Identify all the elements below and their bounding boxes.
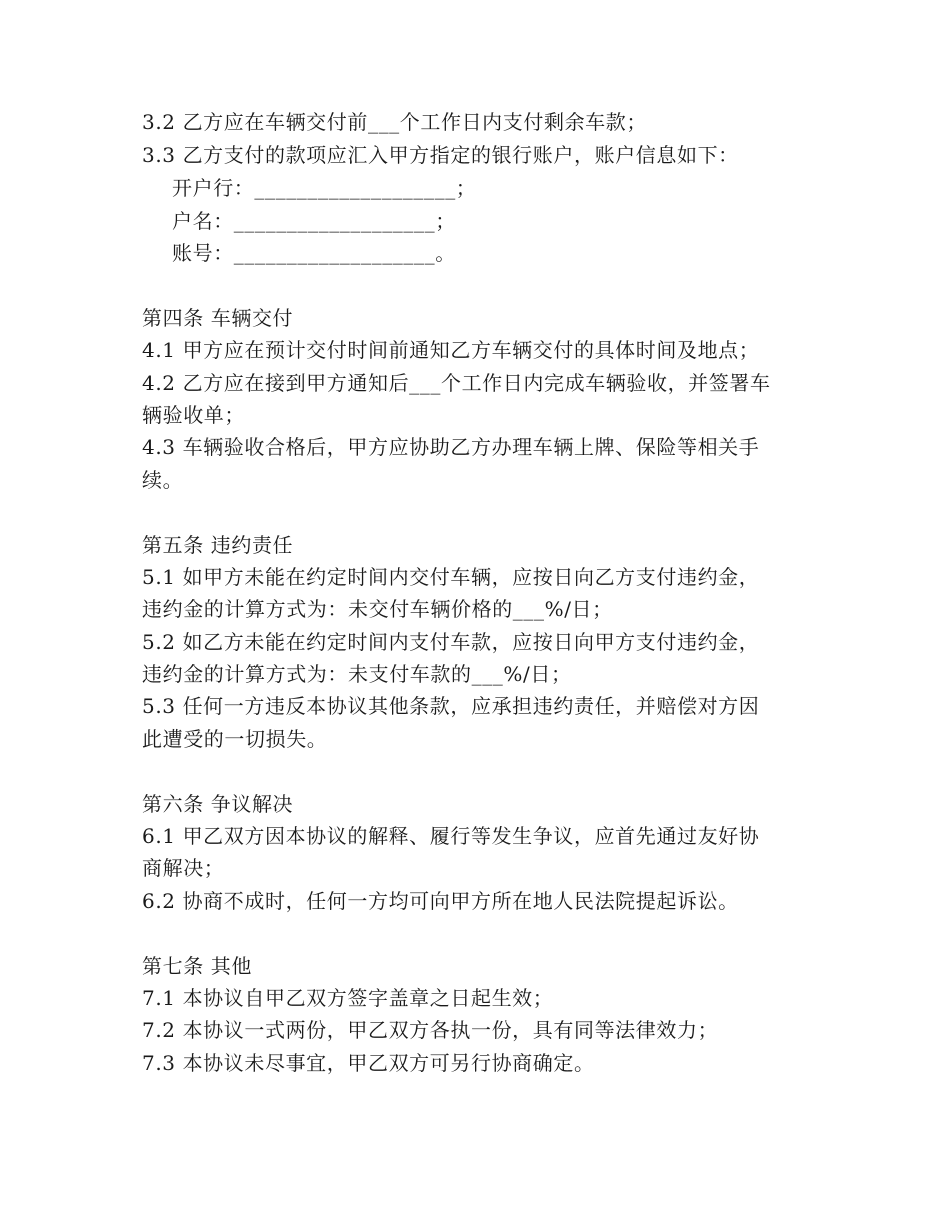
clause-4-3-line1: 4.3 车辆验收合格后，甲方应协助乙方办理车辆上牌、保险等相关手 — [142, 435, 760, 459]
clause-6-1-line2: 商解决； — [142, 856, 225, 880]
clause-5-3-line2: 此遭受的一切损失。 — [142, 727, 328, 751]
section-5-heading: 第五条 违约责任 — [142, 533, 294, 557]
clause-5-2-line1: 5.2 如乙方未能在约定时间内支付车款，应按日向甲方支付违约金， — [142, 630, 760, 654]
section-4-heading: 第四条 车辆交付 — [142, 306, 294, 330]
clause-5-1-line2: 违约金的计算方式为：未交付车辆价格的___%/日； — [142, 597, 613, 621]
clause-5-1-line1: 5.1 如甲方未能在约定时间内交付车辆，应按日向乙方支付违约金， — [142, 565, 760, 589]
clause-4-2-line1: 4.2 乙方应在接到甲方通知后___个工作日内完成车辆验收，并签署车 — [142, 371, 771, 395]
clause-7-3: 7.3 本协议未尽事宜，甲乙双方可另行协商确定。 — [142, 1051, 595, 1075]
bank-field: 开户行：___________________； — [172, 176, 477, 200]
section-7-heading: 第七条 其他 — [142, 954, 252, 978]
clause-5-2-line2: 违约金的计算方式为：未支付车款的___%/日； — [142, 662, 572, 686]
clause-4-1: 4.1 甲方应在预计交付时间前通知乙方车辆交付的具体时间及地点； — [142, 338, 760, 362]
clause-7-1: 7.1 本协议自甲乙双方签字盖章之日起生效； — [142, 986, 554, 1010]
clause-4-2-line2: 辆验收单； — [142, 403, 245, 427]
section-6-heading: 第六条 争议解决 — [142, 792, 294, 816]
clause-4-3-line2: 续。 — [142, 468, 184, 492]
clause-6-2: 6.2 协商不成时，任何一方均可向甲方所在地人民法院提起诉讼。 — [142, 889, 739, 913]
clause-6-1-line1: 6.1 甲乙双方因本协议的解释、履行等发生争议，应首先通过友好协 — [142, 824, 760, 848]
clause-7-2: 7.2 本协议一式两份，甲乙双方各执一份，具有同等法律效力； — [142, 1018, 719, 1042]
account-name-field: 户名：___________________； — [172, 209, 456, 233]
account-number-field: 账号：___________________。 — [172, 241, 456, 265]
clause-5-3-line1: 5.3 任何一方违反本协议其他条款，应承担违约责任，并赔偿对方因 — [142, 694, 760, 718]
clause-3-2: 3.2 乙方应在车辆交付前___个工作日内支付剩余车款； — [142, 110, 647, 134]
clause-3-3: 3.3 乙方支付的款项应汇入甲方指定的银行账户，账户信息如下： — [142, 143, 739, 167]
